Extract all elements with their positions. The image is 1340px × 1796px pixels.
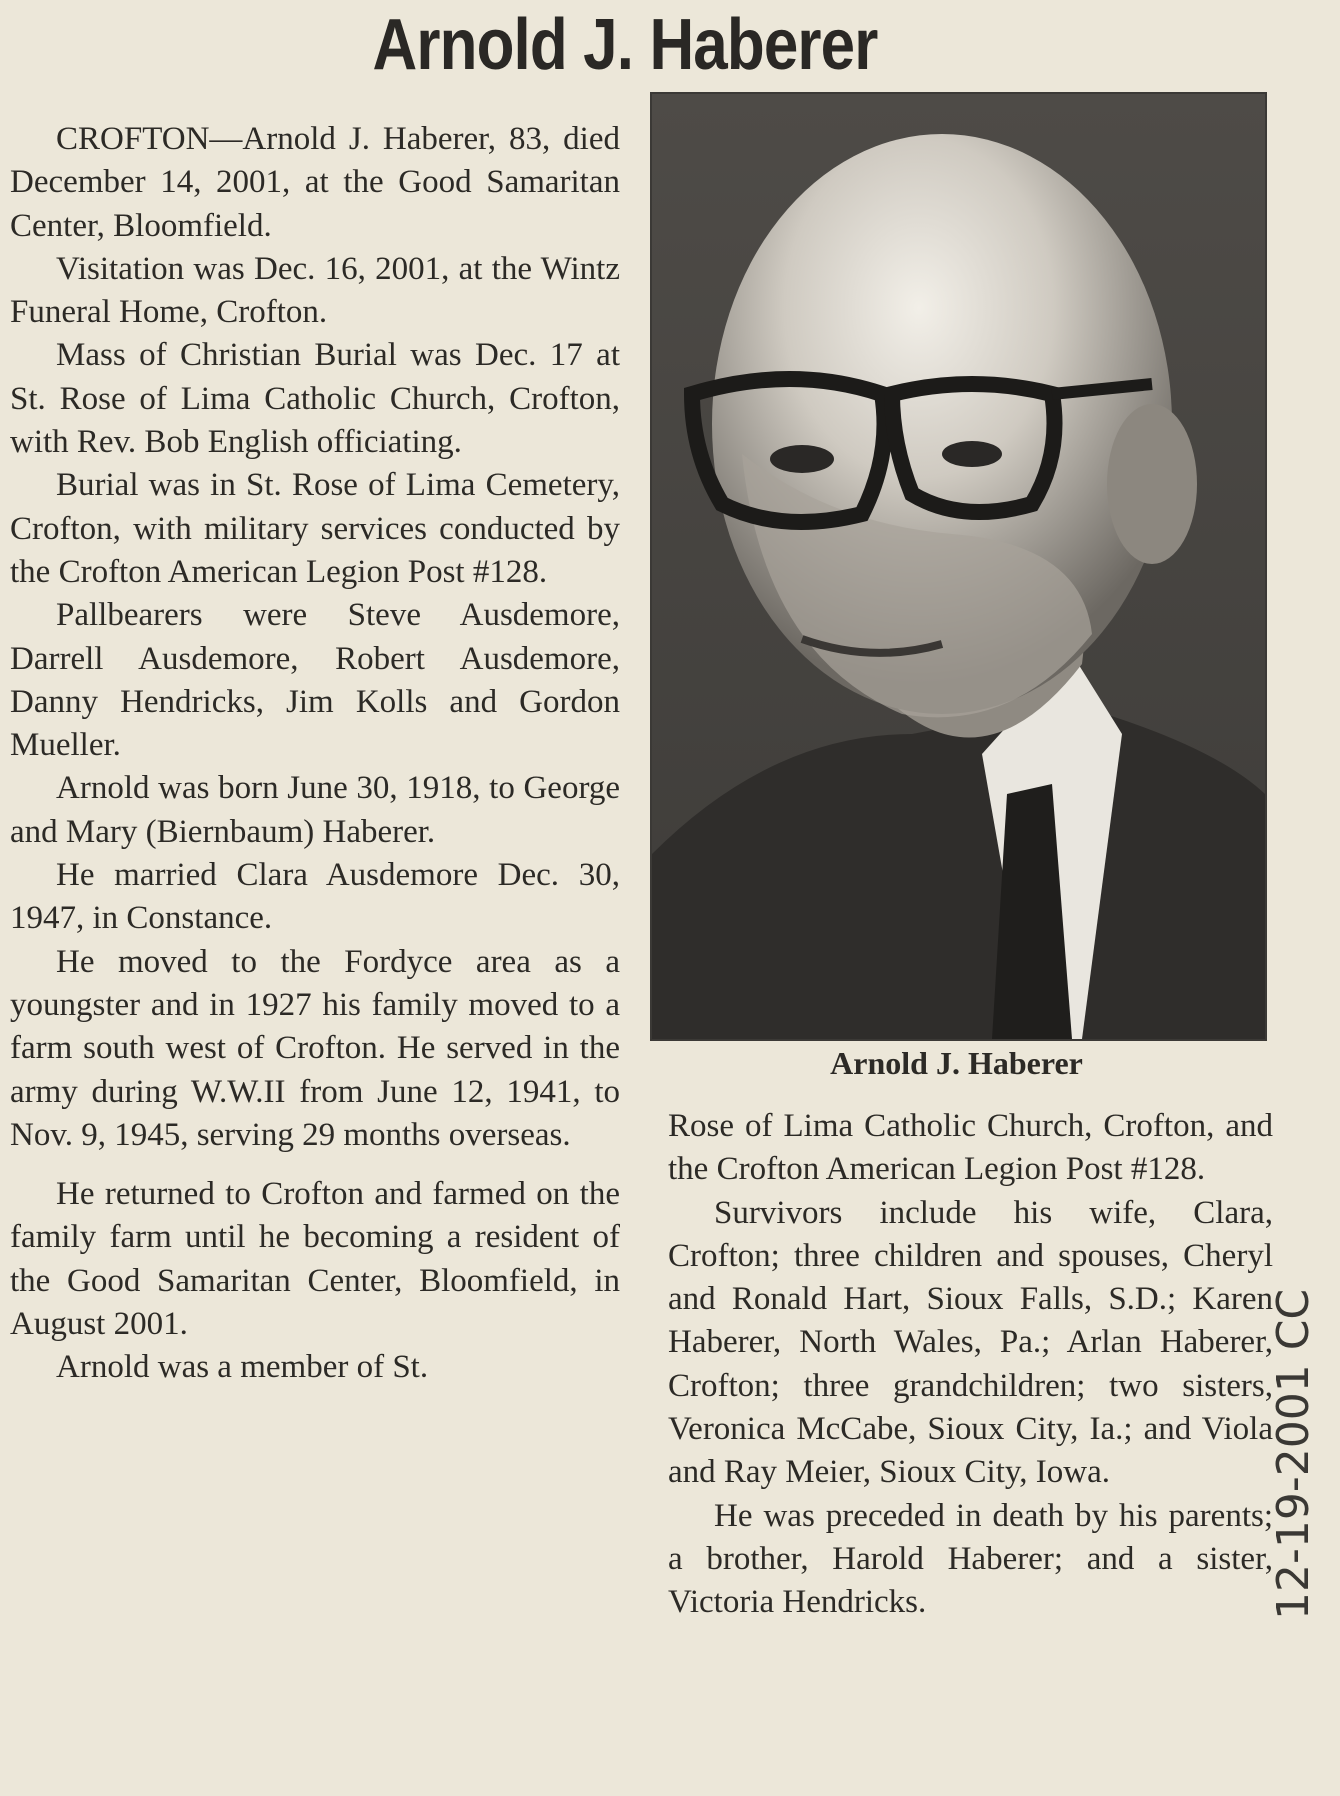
paragraph-pallbearers: Pallbearers were Steve Ausdemore, Darrell Ausdemore, Robert Ausdemore, Danny Hendricks, Jim Kolls and Gordon Mueller.	[10, 597, 620, 764]
paragraph-death: CROFTON—Arnold J. Haberer, 83, died December 14, 2001, at the Good Samaritan Center, Bloomfield.	[10, 121, 620, 244]
paragraph-birth: Arnold was born June 30, 1918, to George and Mary (Biernbaum) Haberer.	[10, 770, 620, 850]
paragraph-burial: Burial was in St. Rose of Lima Cemetery, Crofton, with military services conducted by the Crofton American Legion Post #128.	[10, 467, 620, 590]
paragraph-membership-end: Rose of Lima Catholic Church, Crofton, and the Crofton American Legion Post #128.	[668, 1108, 1273, 1188]
paragraph-mass: Mass of Christian Burial was Dec. 17 at St. Rose of Lima Catholic Church, Crofton, with Rev. Bob English officiating.	[10, 337, 620, 461]
paragraph-marriage: He married Clara Ausdemore Dec. 30, 1947, in Constance.	[10, 857, 620, 937]
handwritten-date-note: 12-19-2001 CC	[1268, 1288, 1319, 1620]
paragraph-army: He moved to the Fordyce area as a youngster and in 1927 his family moved to a farm south west of Crofton. He served in the army during W.W.II from June 12, 1941, to Nov. 9, 1945, serving 29 months overseas.	[10, 943, 620, 1153]
paragraph-membership-start: Arnold was a member of St.	[56, 1349, 429, 1386]
paragraph-farming: He returned to Crofton and farmed on the family farm until he becoming a resident of the Good Samaritan Center, Bloomfield, in August 2001.	[10, 1176, 620, 1343]
obituary-headline: Arnold J. Haberer	[372, 5, 878, 85]
paragraph-visitation: Visitation was Dec. 16, 2001, at the Wintz Funeral Home, Crofton.	[10, 250, 620, 331]
photo-caption: Arnold J. Haberer	[830, 1045, 1083, 1081]
portrait-photo	[650, 92, 1267, 1041]
obituary-left-column	[10, 118, 620, 1390]
obituary-right-column	[668, 1105, 1273, 1625]
paragraph-preceded: He was preceded in death by his parents; a brother, Harold Haberer; and a sister, Victoria Hendricks.	[668, 1497, 1273, 1621]
paragraph-survivors: Survivors include his wife, Clara, Crofton; three children and spouses, Cheryl and Ronald Hart, Sioux Falls, S.D.; Karen Haberer, North Wales, Pa.; Arlan Haberer, Crofton; three grandchildren; two sisters, Veronica McCabe, Sioux City, Ia.; and Viola and Ray Meier, Sioux City, Iowa.	[668, 1194, 1273, 1491]
